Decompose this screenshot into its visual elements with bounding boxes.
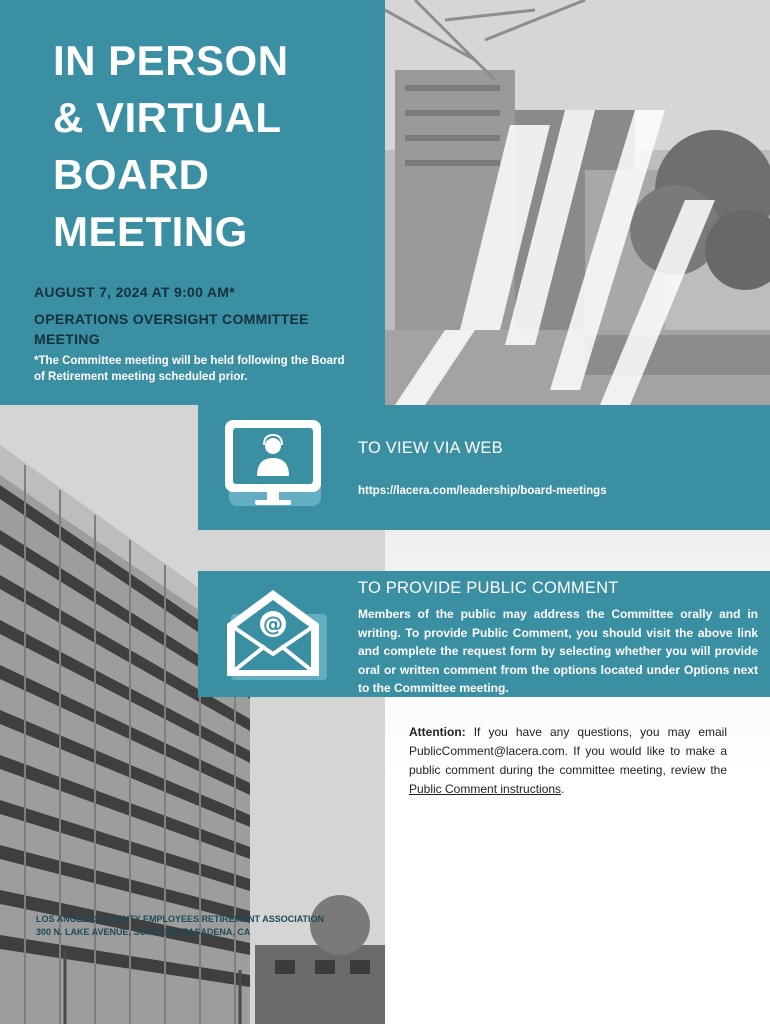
public-comment-text: Members of the public may address the Committee orally and in writing. To provide Public Comment, you should visit the above link and complete the request form by selecting whether you will provide oral or written comment from the options located under Options next to the Committee meeting.	[358, 607, 758, 695]
page-title: IN PERSON & VIRTUAL BOARD MEETING	[53, 37, 289, 255]
view-via-web-section	[198, 405, 770, 530]
public-comment-instructions-link[interactable]: Public Comment instructions	[409, 782, 562, 796]
building-photo-top	[385, 0, 770, 405]
organization-name: LOS ANGELES COUNTY EMPLOYEES RETIREMENT ASSOCIATION	[36, 914, 325, 924]
svg-text:@: @	[263, 612, 283, 636]
public-comment-section	[198, 571, 770, 697]
attention-paragraph	[409, 723, 727, 799]
committee-name: OPERATIONS OVERSIGHT COMMITTEE MEETING	[34, 311, 309, 347]
public-comment-heading: TO PROVIDE PUBLIC COMMENT	[358, 579, 619, 597]
email-envelope-icon	[223, 584, 333, 684]
attention-label: Attention:	[409, 725, 466, 739]
title-panel	[0, 0, 385, 405]
organization-address: 300 N. LAKE AVENUE, SUITE 650, PASADENA, CA	[36, 927, 251, 937]
footer-address-block	[36, 913, 366, 939]
attention-end: .	[561, 782, 565, 796]
meeting-date: AUGUST 7, 2024 AT 9:00 AM*	[34, 284, 236, 300]
view-via-web-heading: TO VIEW VIA WEB	[358, 439, 503, 457]
meeting-note: *The Committee meeting will be held following the Board of Retirement meeting scheduled prior.	[34, 355, 345, 383]
board-meetings-link[interactable]: https://lacera.com/leadership/board-meetings	[358, 485, 607, 497]
plaza-photo-illustration	[385, 0, 770, 405]
monitor-person-icon	[223, 418, 333, 518]
attention-text: If you have any questions, you may email PublicComment@lacera.com. If you would like to make a public comment during the committee meeting, review the	[409, 725, 727, 777]
